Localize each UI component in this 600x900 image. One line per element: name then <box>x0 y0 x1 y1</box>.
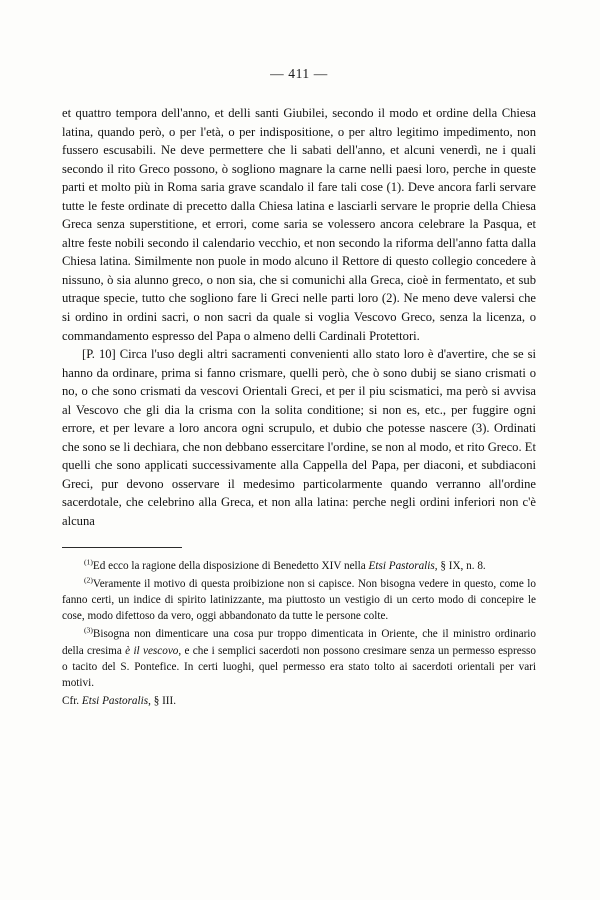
footnote-1 <box>62 558 536 574</box>
footnote-separator <box>62 547 182 548</box>
paragraph-1-text: et quattro tempora dell'anno, et delli santi Giubilei, secondo il modo et ordine della Chiesa latina, quando però, o per l'età, o per indispositione, o per altro legitimo impedimento, non fussero escusabili. Ne deve permettere che li sabati dell'anno, et alcuni venerdì, ne i quali secondo il rito Greco possono, ò sogliono magnare la carne nelli paesi loro, perche in queste parti et molto più in Roma saria grave scandalo il fare tali cose (1). Deve ancora farli servare tutte le feste ordinate di precetto dalla Chiesa latina e lasciarli servare le proprie della Chiesa Greca senza superstitione, et errori, come saria se volessero ancora celebrare la Pasqua, et altre feste nobili secondo il calendario vecchio, et non secondo la riforma dell'anno fatta dalla Chiesa latina. Similmente non puole in modo alcuno il Rettore di questo collegio concedere à nissuno, ò sia alunno greco, o non sia, che si comunichi alla Greca, cioè in fermentato, et sub utraque specie, tutto che sogliono fare li Greci nelle parti loro (2). Ne meno deve valersi che si ordino in ordini sacri, o non sacri da quale si voglia Vescovo Greco, senza la licenza, o commandamento espresso del Papa o almeno delli Cardinali Protettori. <box>62 106 536 343</box>
footnote-3-text: Bisogna non dimenticare una cosa pur troppo dimenticata in Oriente, che il ministro ordinario della cresima <box>62 628 536 657</box>
footnote-1-text-end: , § IX, n. 8. <box>434 559 486 572</box>
footnote-3-cfr-before: Cfr. <box>62 695 82 708</box>
footnote-3-cfr-after: , § III. <box>148 695 177 708</box>
footnote-1-marker: (1) <box>84 556 93 566</box>
paragraph-2 <box>62 345 536 530</box>
page-number: — 411 — <box>270 66 328 81</box>
footnote-1-text: Ed ecco la ragione della disposizione di Benedetto XIV nella <box>92 559 369 572</box>
page-content <box>62 66 536 711</box>
footnote-2-text: Veramente il motivo di questa proibizione non si capisce. Non bisogna vedere in questo, come lo fanno certi, un indice di spirito latinizzante, ma piuttosto un vestigio di un certo modo di concepire le cose, modo difettoso da vero, oggi abbandonato da tutte le persone colte. <box>62 577 536 623</box>
paragraph-2-text: [P. 10] Circa l'uso degli altri sacramenti convenienti allo stato loro è d'avertire, che se si hanno da ordinare, prima si fanno crismare, quelli però, che ò sono dubij se siano crismati o no, o che sono crismati da vescovi Orientali Greci, et per il piu scismatici, ma però si avvisa al Vescovo che gli dia la crisma con la solita conditione; si non es, etc., per fuggire ogni errore, et per levare a loro ancora ogni scrupulo, et dubio che potesse nascere (3). Ordinati che sono se li dechiara, che non debbano essercitare l'ordine, se non al modo, et rito Greco. Et quelli che sono applicati successivamente alla Cappella del Papa, per diaconi, et subdiaconi Greci, pur devono osservare il medesimo particolarmente quando verranno all'ordine sacerdotale, che celebrino alla Greca, et non alla latina: perche negli ordini inferiori non c'è alcuna <box>62 347 536 529</box>
footnote-2-marker: (2) <box>84 575 93 585</box>
footnote-3-italic: è il vescovo <box>125 644 179 657</box>
footnote-3-cfr-italic: Etsi Pastoralis <box>81 695 149 708</box>
footnotes <box>62 558 536 710</box>
footnote-3-reference <box>62 693 536 709</box>
body-text <box>62 104 536 531</box>
footnote-1-italic: Etsi Pastoralis <box>368 559 435 572</box>
paragraph-1 <box>62 104 536 345</box>
footnote-2 <box>62 576 536 625</box>
footnote-3-marker: (3) <box>84 625 93 635</box>
footnote-3-text-end: , e che i semplici sacerdoti non possono cresimare senza un permesso espresso o tacito del S. Pontefice. In certi luoghi, quel permesso era stato tolto ai sacerdoti orientali per vari motivi. <box>62 644 536 689</box>
footnote-3 <box>62 626 536 691</box>
